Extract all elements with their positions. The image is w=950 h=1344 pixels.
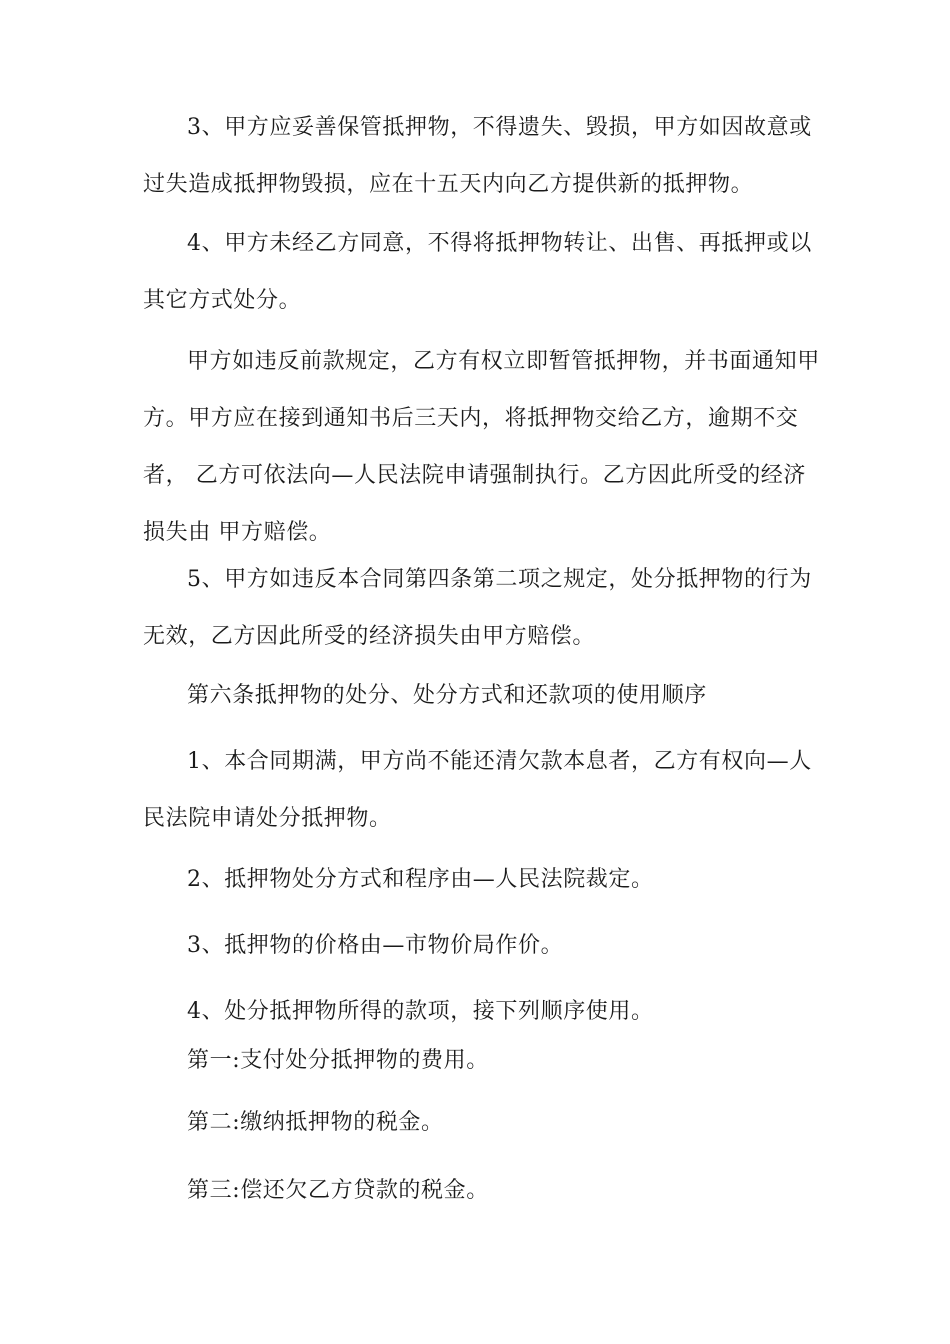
clause-4-no-transfer: 4、甲方未经乙方同意，不得将抵押物转让、出售、再抵押或以其它方式处分。 — [143, 231, 812, 313]
order-item-first: 第一:支付处分抵押物的费用。 — [187, 1048, 489, 1073]
article-6-item-2: 2、抵押物处分方式和程序由—人民法院裁定。 — [187, 867, 654, 892]
clause-breach-remedy: 甲方如违反前款规定，乙方有权立即暂管抵押物，并书面通知甲方。甲方应在接到通知书后三天内，将抵押物交给乙方，逾期不交者， 乙方可依法向—人民法院申请强制执行。乙方因此所受的经济损失由 甲方赔偿。 — [143, 349, 820, 545]
article-6-item-1: 1、本合同期满，甲方尚不能还清欠款本息者，乙方有权向—人民法院申请处分抵押物。 — [143, 749, 812, 831]
clause-3-safekeeping: 3、甲方应妥善保管抵押物，不得遗失、毁损，甲方如因故意或过失造成抵押物毁损，应在十五天内向乙方提供新的抵押物。 — [143, 115, 812, 197]
order-item-second: 第二:缴纳抵押物的税金。 — [187, 1110, 444, 1135]
clause-5-invalid-disposal: 5、甲方如违反本合同第四条第二项之规定，处分抵押物的行为无效，乙方因此所受的经济损失由甲方赔偿。 — [143, 567, 812, 649]
article-6-item-3: 3、抵押物的价格由—市物价局作价。 — [187, 933, 564, 958]
order-item-third: 第三:偿还欠乙方贷款的税金。 — [187, 1178, 489, 1203]
article-6-heading: 第六条抵押物的处分、处分方式和还款项的使用顺序 — [187, 683, 707, 708]
article-6-item-4: 4、处分抵押物所得的款项，接下列顺序使用。 — [187, 999, 654, 1024]
